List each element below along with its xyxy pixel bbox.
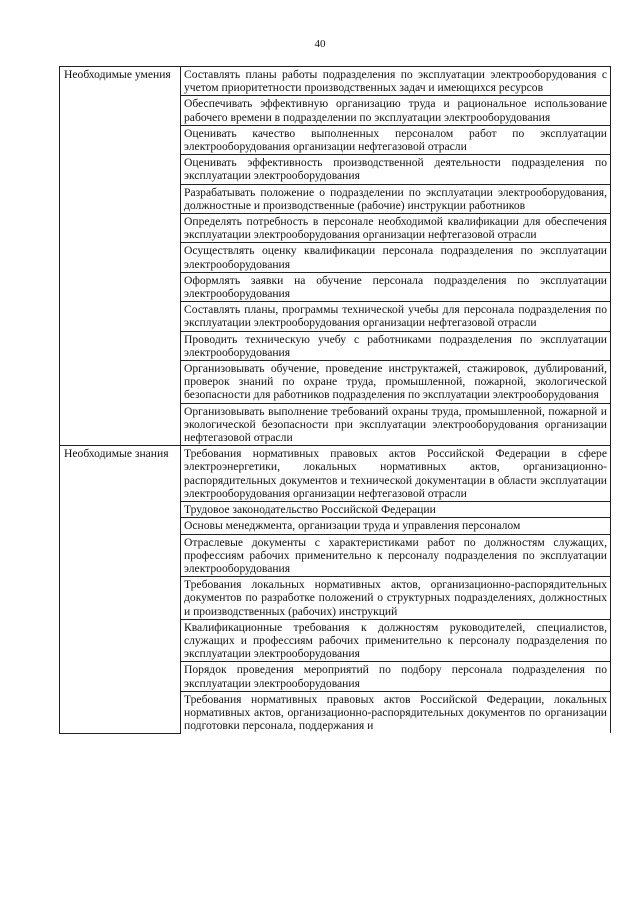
skill-item: Разрабатывать положение о подразделении по эксплуатации электрооборудования, должностные и производственные (рабочие) инструкции работников xyxy=(181,184,611,213)
knowledge-item: Требования локальных нормативных актов, организационно-распорядительных документов по разработке положений о структурных подразделениях, должностных и производственных (рабочих) инструкций xyxy=(181,577,611,620)
skill-item: Оценивать эффективность производственной деятельности подразделения по эксплуатации электрооборудования xyxy=(181,155,611,184)
skill-item: Проводить техническую учебу с работниками подразделения по эксплуатации электрооборудования xyxy=(181,331,611,360)
knowledge-item: Требования нормативных правовых актов Российской Федерации в сфере электроэнергетики, локальных нормативных актов, организационно-распорядительных документов и технической документации в области эксплуатации электрооборудования организации нефтегазовой отрасли xyxy=(181,446,611,502)
requirements-table xyxy=(59,66,611,734)
knowledge-item: Отраслевые документы с характеристиками работ по должностям служащих, профессиям рабочих применительно к персоналу подразделения по эксплуатации электрооборудования xyxy=(181,534,611,577)
skill-item: Определять потребность в персонале необходимой квалификации для обеспечения эксплуатации электрооборудования организации нефтегазовой отрасли xyxy=(181,214,611,243)
knowledge-item: Порядок проведения мероприятий по подбору персонала подразделения по эксплуатации электрооборудования xyxy=(181,662,611,691)
knowledge-item: Требования нормативных правовых актов Российской Федерации, локальных нормативных актов, организационно-распорядительных документов по организации подготовки персонала, поддержания и xyxy=(181,691,611,733)
skill-item: Организовывать обучение, проведение инструктажей, стажировок, дублирований, проверок знаний по охране труда, промышленной, пожарной, экологической безопасности для работников подразделения по эксплуатации электрооборудования xyxy=(181,361,611,404)
knowledge-item: Основы менеджмента, организации труда и управления персоналом xyxy=(181,518,611,534)
skill-item: Оценивать качество выполненных персоналом работ по эксплуатации электрооборудования организации нефтегазовой отрасли xyxy=(181,125,611,154)
page-number: 40 xyxy=(314,38,326,50)
knowledge-item: Трудовое законодательство Российской Федерации xyxy=(181,502,611,518)
table-row xyxy=(60,67,611,96)
skill-item: Осуществлять оценку квалификации персонала подразделения по эксплуатации электрооборудования xyxy=(181,243,611,272)
section-label-skills: Необходимые умения xyxy=(60,67,181,446)
skill-item: Составлять планы работы подразделения по эксплуатации электрооборудования с учетом приоритетности производственных задач и имеющихся ресурсов xyxy=(181,67,611,96)
skill-item: Составлять планы, программы технической учебы для персонала подразделения по эксплуатации электрооборудования организации нефтегазовой отрасли xyxy=(181,302,611,331)
knowledge-item: Квалификационные требования к должностям руководителей, специалистов, служащих и профессиям рабочих применительно к персоналу подразделения по эксплуатации электрооборудования xyxy=(181,619,611,662)
skill-item: Организовывать выполнение требований охраны труда, промышленной, пожарной и экологической безопасности при эксплуатации электрооборудования организации нефтегазовой отрасли xyxy=(181,403,611,446)
table-row xyxy=(60,446,611,502)
skill-item: Оформлять заявки на обучение персонала подразделения по эксплуатации электрооборудования xyxy=(181,272,611,301)
skill-item: Обеспечивать эффективную организацию труда и рациональное использование рабочего времени в подразделении по эксплуатации электрооборудования xyxy=(181,96,611,125)
section-label-knowledge: Необходимые знания xyxy=(60,446,181,734)
